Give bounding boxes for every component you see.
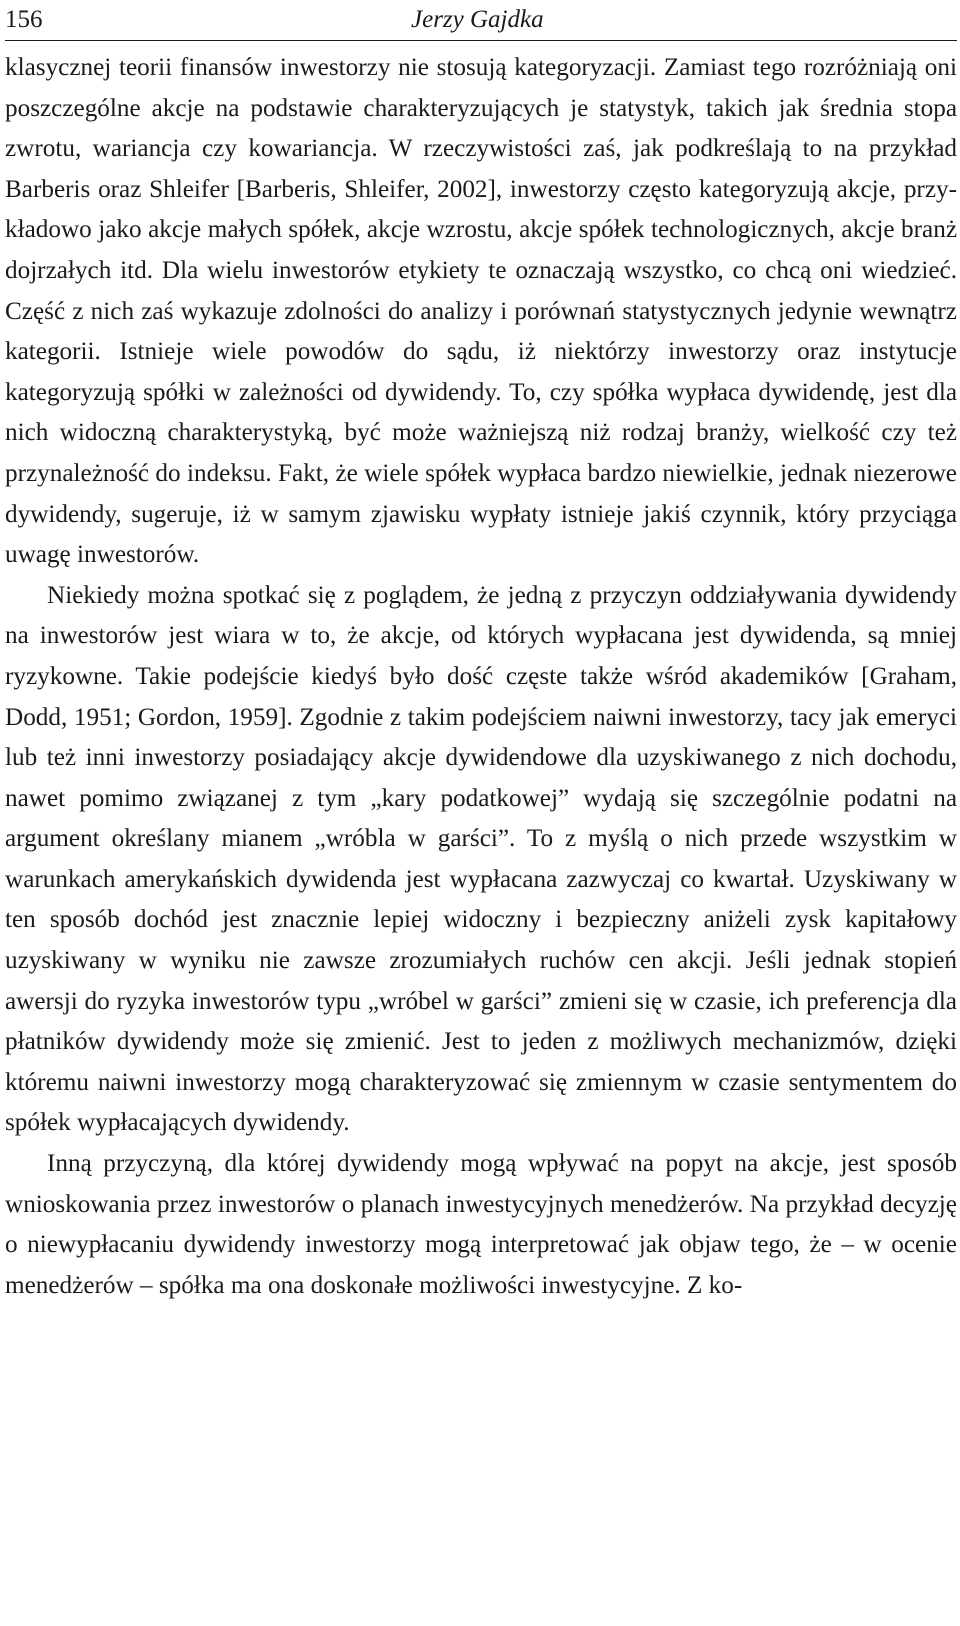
paragraph-3: Inną przyczyną, dla której dywidendy mogą wpływać na popyt na akcje, jest sposób wnioskowania przez inwestorów o planach inwestycyjnych menedżerów. Na przykład decyzję o niewypłacaniu dywidendy inwestorzy mogą interpretować jak objaw tego, że – w ocenie menedżerów – spółka ma ona doskonałe możliwości inwestycyjne. Z ko-	[5, 1150, 957, 1299]
running-head	[5, 2, 957, 38]
page-number: 156	[5, 6, 43, 33]
book-page	[5, 0, 957, 1626]
paragraph-2: Niekiedy można spotkać się z poglądem, że jedną z przyczyn oddziaływania dywidendy na inwestorów jest wiara w to, że akcje, od których wypłacana jest dywidenda, są mniej ryzykowne. Takie podejście kiedyś było dość częste także wśród akademików [Graham, Dodd, 1951; Gordon, 1959]. Zgodnie z takim podejściem naiwni inwestorzy, tacy jak emeryci lub też inni inwestorzy posiadający akcje dywidendowe dla uzyskiwanego z nich dochodu, nawet pomimo związanej z tym „kary podatkowej” wydają się szczególnie podatni na argument określany mianem „wróbla w garści”. To z myślą o nich przede wszystkim w warunkach amerykańskich dywidenda jest wypłacana zazwyczaj co kwartał. Uzyskiwany w ten sposób dochód jest znacznie lepiej widoczny i bezpieczny aniżeli zysk kapitałowy uzyskiwany w wyniku nie zawsze zrozumiałych ruchów cen akcji. Jeśli jednak stopień awersji do ryzyka inwestorów typu „wróbel w garści” zmieni się w czasie, ich preferencja dla płatników dywidendy może się zmienić. Jest to jeden z możliwych mechanizmów, dzięki któremu naiwni inwestorzy mogą charakteryzować się zmiennym w czasie sentymentem do spółek wypłacających dywidendy.	[5, 581, 957, 1137]
body-text	[5, 48, 957, 1306]
header-rule	[5, 40, 957, 41]
paragraph-1: klasycznej teorii finansów inwestorzy nie stosują kategoryzacji. Zamiast tego rozróżniają oni poszczególne akcje na podstawie charakteryzujących je statystyk, takich jak średnia stopa zwrotu, wariancja czy kowariancja. W rzeczywistości zaś, jak podkreślają to na przykład Barberis oraz Shleifer [Barberis, Shleifer, 2002], inwestorzy często kategoryzują akcje, przykładowo jako akcje małych spółek, akcje wzrostu, akcje spółek technologicznych, akcje branż dojrzałych itd. Dla wielu inwestorów etykiety te oznaczają wszystko, co chcą oni wiedzieć. Część z nich zaś wykazuje zdolności do analizy i porównań statystycznych jedynie wewnątrz kategorii. Istnieje wiele powodów do sądu, iż niektórzy inwestorzy oraz instytucje kategoryzują spółki w zależności od dywidendy. To, czy spółka wypłaca dywidendę, jest dla nich widoczną charakterystyką, być może ważniejszą niż rodzaj branży, wielkość czy też przynależność do indeksu. Fakt, że wiele spółek wypłaca bardzo niewielkie, jednak niezerowe dywidendy, sugeruje, iż w samym zjawisku wypłaty istnieje jakiś czynnik, który przyciąga uwagę inwestorów.	[5, 54, 957, 569]
running-head-author: Jerzy Gajdka	[411, 6, 544, 33]
